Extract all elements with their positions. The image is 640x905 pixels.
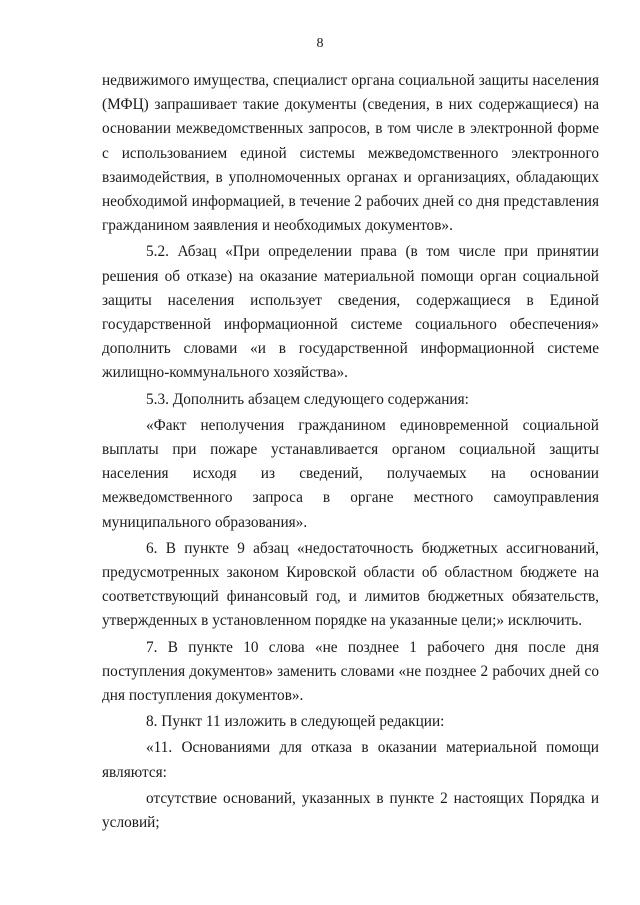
paragraph-6: 6. В пункте 9 абзац «недостаточность бюджетных ассигнований, предусмотренных законом Кировской области об областном бюджете на соответствующий финансовый год, и лимитов бюджетных обязательств, утвержденных в установленном порядке на указанные цели;» исключить.: [102, 539, 599, 630]
paragraph-fact-quote: «Факт неполучения гражданином единовременной социальной выплаты при пожаре устанавливается органом социальной защиты населения исходя из сведений, получаемых на основании межведомственного запроса в органе местного самоуправления муниципального образования».: [102, 416, 599, 531]
page-number: 8: [316, 36, 324, 51]
paragraph-11-quote: «11. Основаниями для отказа в оказании материальной помощи являются:: [102, 739, 599, 781]
paragraph-7: 7. В пункте 10 слова «не позднее 1 рабочего дня после дня поступления документов» заменить словами «не позднее 2 рабочих дней со дня поступления документов».: [102, 638, 599, 705]
document-body: [102, 69, 599, 835]
paragraph-absence-grounds: отсутствие оснований, указанных в пункте 2 настоящих Порядка и условий;: [102, 789, 599, 832]
paragraph-5-3: 5.3. Дополнить абзацем следующего содержания:: [146, 390, 469, 408]
paragraph-8: 8. Пункт 11 изложить в следующей редакции:: [146, 713, 445, 731]
paragraph-5-2: 5.2. Абзац «При определении права (в том числе при принятии решения об отказе) на оказание материальной помощи орган социальной защиты населения использует сведения, содержащиеся в Единой государственной информационной системе социального обеспечения» дополнить словами «и в государственной информационной системе жилищно-коммунального хозяйства».: [102, 243, 599, 382]
paragraph-continuation: недвижимого имущества, специалист органа социальной защиты населения (МФЦ) запрашивает такие документы (сведения, в них содержащиеся) на основании межведомственных запросов, в том числе в электронной форме с использованием единой системы межведомственного электронного взаимодействия, в уполномоченных органах и организациях, обладающих необходимой информацией, в течение 2 рабочих дней со дня представления гражданином заявления и необходимых документов».: [102, 72, 599, 235]
